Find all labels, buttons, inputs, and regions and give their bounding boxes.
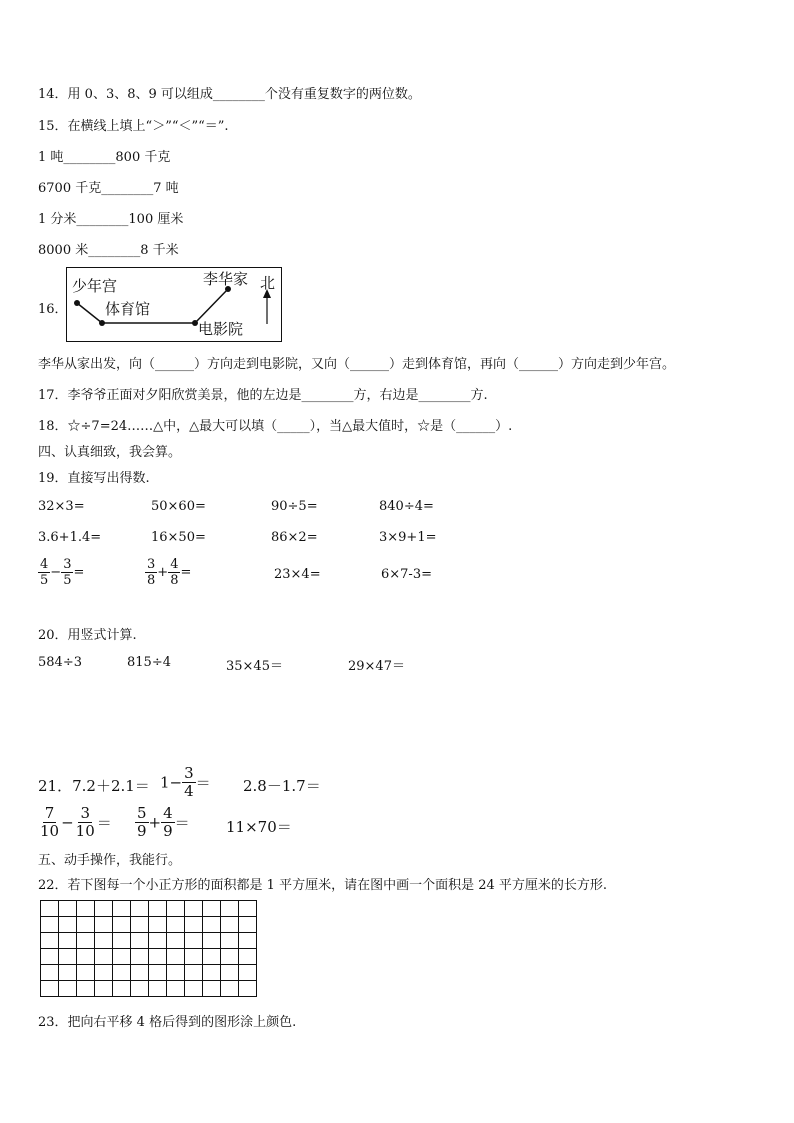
question-23: 23．把向右平移 4 格后得到的图形涂上颜色. (38, 1015, 297, 1030)
grid-cell[interactable] (239, 933, 257, 949)
grid-cell[interactable] (239, 965, 257, 981)
grid-cell[interactable] (95, 981, 113, 997)
calc-item: 3×9+1= (379, 530, 437, 545)
calc-item: 6×7-3= (381, 567, 432, 582)
grid-cell[interactable] (185, 949, 203, 965)
grid-cell[interactable] (167, 917, 185, 933)
grid-cell[interactable] (185, 901, 203, 917)
grid-cell[interactable] (149, 933, 167, 949)
label-tiyuguan: 体育馆 (105, 300, 151, 318)
grid-cell[interactable] (113, 949, 131, 965)
route-map (66, 267, 282, 342)
question-21-c: 2.8－1.7＝ (243, 777, 321, 795)
answer-blank[interactable]: ________ (76, 212, 129, 227)
grid-cell[interactable] (95, 933, 113, 949)
grid-cell[interactable] (59, 981, 77, 997)
grid-cell[interactable] (113, 901, 131, 917)
question-20-title: 20．用竖式计算. (38, 628, 137, 643)
grid-cell[interactable] (113, 965, 131, 981)
grid-cell[interactable] (167, 933, 185, 949)
grid-cell[interactable] (239, 901, 257, 917)
grid-cell[interactable] (77, 917, 95, 933)
vertical-calc-item: 35×45＝ (226, 659, 283, 674)
grid-cell[interactable] (41, 981, 59, 997)
grid-cell[interactable] (113, 917, 131, 933)
grid-cell[interactable] (41, 901, 59, 917)
compare-row: 6700 千克________7 吨 (38, 181, 179, 196)
grid-cell[interactable] (77, 933, 95, 949)
grid-cell[interactable] (221, 933, 239, 949)
compare-row: 1 分米________100 厘米 (38, 212, 184, 227)
fraction-expression: $\frac{4}{5}$ − $\frac{3}{5}$ = (40, 557, 85, 588)
grid-cell[interactable] (41, 917, 59, 933)
grid-cell[interactable] (95, 949, 113, 965)
grid-cell[interactable] (239, 949, 257, 965)
grid-cell[interactable] (203, 901, 221, 917)
grid-cell[interactable] (149, 965, 167, 981)
calc-item: 90÷5= (271, 499, 318, 514)
compare-row: 1 吨________800 千克 (38, 150, 171, 165)
grid-cell[interactable] (41, 965, 59, 981)
vertical-calc-item: 584÷3 (38, 655, 82, 670)
question-16-text: 李华从家出发，向（______）方向走到电影院，又向（______）走到体育馆，再向（______）方向走到少年宫。 (38, 357, 676, 372)
question-18: 18．☆÷7=24……△中，△最大可以填（_____），当△最大值时，☆是（______）. (38, 419, 513, 434)
question-14: 14．用 0、3、8、9 可以组成________个没有重复数字的两位数。 (38, 87, 421, 102)
grid-cell[interactable] (113, 933, 131, 949)
grid-cell[interactable] (59, 901, 77, 917)
grid-cell[interactable] (131, 933, 149, 949)
section-5-heading: 五、动手操作，我能行。 (38, 853, 182, 868)
grid-cell[interactable] (59, 949, 77, 965)
question-15-title: 15．在横线上填上“＞”“＜”“＝”. (38, 119, 229, 134)
question-21-a: 21．7.2＋2.1＝ (38, 777, 150, 795)
answer-blank[interactable]: ________ (212, 87, 265, 102)
grid-cell[interactable] (221, 901, 239, 917)
grid-cell[interactable] (185, 933, 203, 949)
grid-cell[interactable] (203, 917, 221, 933)
fraction: $\frac{3}{5}$ (63, 557, 72, 588)
grid-cell[interactable] (203, 933, 221, 949)
fraction: $\frac{3}{4}$ (184, 764, 194, 800)
calc-item: 23×4= (274, 567, 321, 582)
north-label: 北 (260, 274, 276, 292)
grid-cell[interactable] (95, 917, 113, 933)
vertical-calc-item: 29×47＝ (348, 659, 405, 674)
grid-cell[interactable] (239, 981, 257, 997)
grid-cell[interactable] (239, 917, 257, 933)
grid-cell[interactable] (95, 901, 113, 917)
grid-cell[interactable] (221, 949, 239, 965)
fraction: $\frac{4}{9}$ (163, 804, 173, 840)
grid-cell[interactable] (203, 965, 221, 981)
grid-cell[interactable] (95, 965, 113, 981)
calc-item: 50×60= (151, 499, 206, 514)
grid-cell[interactable] (131, 981, 149, 997)
grid-cell[interactable] (167, 981, 185, 997)
question-21-e: $\frac{5}{9}$ + $\frac{4}{9}$ ＝ (137, 804, 190, 840)
section-4-heading: 四、认真细致，我会算。 (38, 445, 182, 460)
compare-row: 8000 米________8 千米 (38, 243, 179, 258)
grid-cell[interactable] (203, 949, 221, 965)
grid-cell[interactable] (41, 933, 59, 949)
question-19-title: 19．直接写出得数. (38, 471, 150, 486)
fraction: $\frac{5}{9}$ (137, 804, 147, 840)
grid-cell[interactable] (59, 965, 77, 981)
grid-cell[interactable] (221, 981, 239, 997)
question-16-number: 16． (38, 302, 68, 317)
calc-item: 32×3= (38, 499, 85, 514)
grid-cell[interactable] (131, 901, 149, 917)
calc-item: 86×2= (271, 530, 318, 545)
grid-cell[interactable] (131, 917, 149, 933)
grid-cell[interactable] (203, 981, 221, 997)
label-dianyingyuan: 电影院 (198, 320, 244, 338)
grid-cell[interactable] (77, 981, 95, 997)
calc-item: 840÷4= (379, 499, 434, 514)
grid-cell[interactable] (185, 965, 203, 981)
grid-cell[interactable] (149, 917, 167, 933)
grid-cell[interactable] (131, 965, 149, 981)
calc-item: 16×50= (151, 530, 206, 545)
calc-item: 3.6+1.4= (38, 530, 102, 545)
grid-cell[interactable] (167, 965, 185, 981)
question-22: 22．若下图每一个小正方形的面积都是 1 平方厘米，请在图中画一个面积是 24 平方厘米的长方形. (38, 878, 608, 893)
grid-cell[interactable] (77, 901, 95, 917)
label-lihuajia: 李华家 (203, 270, 249, 288)
grid-cell[interactable] (77, 965, 95, 981)
grid-cell[interactable] (167, 949, 185, 965)
label-shaoniangong: 少年宫 (72, 277, 118, 295)
grid-cell[interactable] (149, 949, 167, 965)
grid-cell[interactable] (77, 949, 95, 965)
square-grid[interactable] (40, 900, 257, 997)
answer-blank[interactable]: ________ (88, 243, 141, 258)
grid-cell[interactable] (59, 917, 77, 933)
question-21-b: 1− $\frac{3}{4}$ ＝ (160, 764, 211, 800)
grid-cell[interactable] (41, 949, 59, 965)
question-21-f: 11×70＝ (226, 818, 292, 836)
fraction: $\frac{3}{8}$ (147, 557, 156, 588)
grid-cell[interactable] (131, 949, 149, 965)
question-21-d: $\frac{7}{10}$ − $\frac{3}{10}$ ＝ (40, 804, 112, 840)
fraction: $\frac{7}{10}$ (40, 804, 60, 840)
answer-blank[interactable]: ________ (101, 181, 154, 196)
fraction: $\frac{4}{5}$ (40, 557, 49, 588)
grid-cell[interactable] (221, 917, 239, 933)
grid-cell[interactable] (185, 981, 203, 997)
fraction-expression: $\frac{3}{8}$ + $\frac{4}{8}$ = (147, 557, 192, 588)
grid-cell[interactable] (185, 917, 203, 933)
grid-cell[interactable] (167, 901, 185, 917)
answer-blank[interactable]: ________ (63, 150, 116, 165)
grid-cell[interactable] (149, 901, 167, 917)
grid-cell[interactable] (113, 981, 131, 997)
grid-cell[interactable] (221, 965, 239, 981)
fraction: $\frac{3}{10}$ (75, 804, 95, 840)
vertical-calc-item: 815÷4 (127, 655, 171, 670)
question-17: 17．李爷爷正面对夕阳欣赏美景，他的左边是________方，右边是________方. (38, 388, 488, 403)
grid-cell[interactable] (59, 933, 77, 949)
grid-cell[interactable] (149, 981, 167, 997)
fraction: $\frac{4}{8}$ (170, 557, 179, 588)
